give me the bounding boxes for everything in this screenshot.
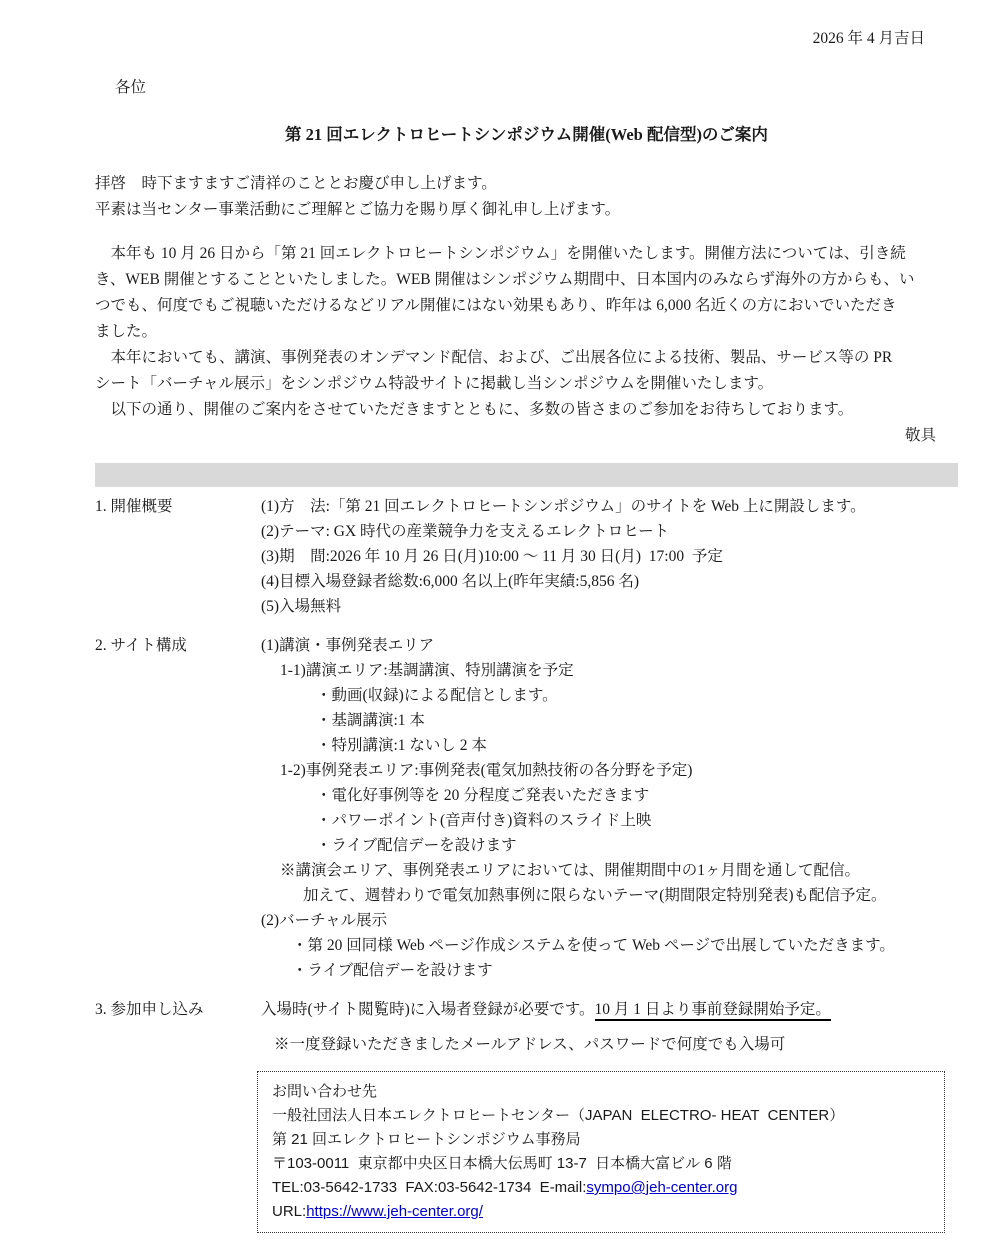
body-paragraph [95,397,958,423]
body-paragraph [95,241,958,345]
section-line-text: ・パワーポイント(音声付き)資料のスライド上映 [316,812,652,829]
section-line [258,594,958,619]
email-link[interactable]: sympo@jeh-center.org [586,1179,738,1196]
section-line [258,569,958,594]
contact-url-label: URL: [272,1203,307,1220]
section-line-text: 1-1)講演エリア:基調講演、特別講演を予定 [280,662,574,679]
paragraph-line: 本年においても、講演、事例発表のオンデマンド配信、および、ご出展各位による技術、製品、サービス等の PR [95,349,893,366]
paragraph-line: つでも、何度でもご視聴いただけるなどリアル開催にはない効果もあり、昨年は 6,000 名近くの方においでいただき [95,297,897,314]
contact-url-line [272,1200,930,1224]
contact-heading: お問い合わせ先 [272,1083,378,1100]
section [95,494,958,619]
section-line [258,733,958,758]
contact-box [257,1071,945,1233]
section-line-text: ・ライブ配信デーを設けます [316,837,517,854]
divider-bar [95,463,958,487]
section-line-text: ・電化好事例等を 20 分程度ご発表いただきます [316,787,650,804]
section-line-text: ※一度登録いただきましたメールアドレス、パスワードで何度でも入場可 [274,1036,786,1053]
section-line [258,908,958,933]
contact-tel-fax-label: TEL:03-5642-1733 FAX:03-5642-1734 E-mail: [272,1179,587,1196]
section-line [258,544,958,569]
section-line-text: 1-2)事例発表エリア:事例発表(電気加熱技術の各分野を予定) [280,762,693,779]
date-line: 2026 年 4 月吉日 [812,30,925,47]
salutation: 各位 [115,79,147,96]
section-content [258,494,958,619]
section-line [258,519,958,544]
section-line [258,958,958,983]
contact-org: 一般社団法人日本エレクトロヒートセンター（JAPAN ELECTRO- HEAT CENTER） [272,1107,845,1124]
section [95,633,958,983]
url-link[interactable]: https://www.jeh-center.org/ [306,1203,483,1220]
body-paragraph [95,345,958,397]
section-line-text: 入場時(サイト閲覧時)に入場者登録が必要です。 [261,1001,595,1018]
section-line-text: (2)テーマ: GX 時代の産業競争力を支えるエレクトロヒート [261,523,670,540]
paragraph-line: シート「バーチャル展示」をシンポジウム特設サイトに掲載し当シンポジウムを開催いたします。 [95,375,774,392]
section-line [258,997,958,1022]
contact-tel-line [272,1176,930,1200]
section-line-text: ・特別講演:1 ないし 2 本 [316,737,487,754]
paragraph-line: 本年も 10 月 26 日から「第 21 回エレクトロヒートシンポジウム」を開催いたします。開催方法については、引き続 [95,245,906,262]
section-line-text: (4)目標入場登録者総数:6,000 名以上(昨年実績:5,856 名) [261,573,640,590]
section-line-text: (1)講演・事例発表エリア [261,637,435,654]
section-line [258,858,958,883]
section-line-text: 加えて、週替わりで電気加熱事例に限らないテーマ(期間限定特別発表)も配信予定。 [303,887,887,904]
body-paragraphs [95,241,958,423]
page-title: 第 21 回エレクトロヒートシンポジウム開催(Web 配信型)のご案内 [285,125,768,144]
section-line [258,633,958,658]
section-line [258,708,958,733]
paragraph-line: ました。 [95,323,158,340]
section-line-text: ※講演会エリア、事例発表エリアにおいては、開催期間中の1ヶ月間を通して配信。 [280,862,861,879]
section-line [258,808,958,833]
section-line [258,1032,958,1057]
section-line-text: (2)バーチャル展示 [261,912,388,929]
section-line [258,658,958,683]
section-line [258,883,958,908]
section-line [258,833,958,858]
section-label: 3. 参加申し込み [95,1001,204,1018]
paragraph-line: 以下の通り、開催のご案内をさせていただきますとともに、多数の皆さまのご参加をお待ちしております。 [95,401,854,418]
section-line-text: (5)入場無料 [261,598,342,615]
contact-office: 第 21 回エレクトロヒートシンポジウム事務局 [272,1131,581,1148]
section-line [258,933,958,958]
section-label: 1. 開催概要 [95,498,173,515]
section-line-text: ・動画(収録)による配信とします。 [316,687,558,704]
contact-address: 〒103-0011 東京都中央区日本橋大伝馬町 13-7 日本橋大富ビル 6 階 [272,1155,732,1172]
section-line [258,494,958,519]
paragraph-line: き、WEB 開催とすることといたしました。WEB 開催はシンポジウム期間中、日本国内のみならず海外の方からも、い [95,271,915,288]
section-label: 2. サイト構成 [95,637,187,654]
section-line [258,758,958,783]
greeting-line: 平素は当センター事業活動にご理解とご協力を賜り厚く御礼申し上げます。 [95,201,621,218]
greeting-line: 拝啓 時下ますますご清祥のこととお慶び申し上げます。 [95,175,497,192]
closing-keigu: 敬具 [904,427,936,444]
underlined-text: 10 月 1 日より事前登録開始予定。 [595,1001,831,1021]
greeting-block [95,171,958,223]
section-line-text: ・ライブ配信デーを設けます [292,962,493,979]
section-line-text: (3)期 間:2026 年 10 月 26 日(月)10:00 ～ 11 月 30 日(月) 17:00 予定 [261,548,723,565]
section-line [258,683,958,708]
section-content [258,633,958,983]
section [95,997,958,1057]
section-line [258,783,958,808]
section-line-text: ・第 20 回同様 Web ページ作成システムを使って Web ページで出展していただきます。 [292,937,895,954]
sections-block [95,494,958,1057]
section-line-text: ・基調講演:1 本 [316,712,425,729]
section-content [258,997,958,1057]
section-line-text: (1)方 法:「第 21 回エレクトロヒートシンポジウム」のサイトを Web 上に開設します。 [261,498,866,515]
